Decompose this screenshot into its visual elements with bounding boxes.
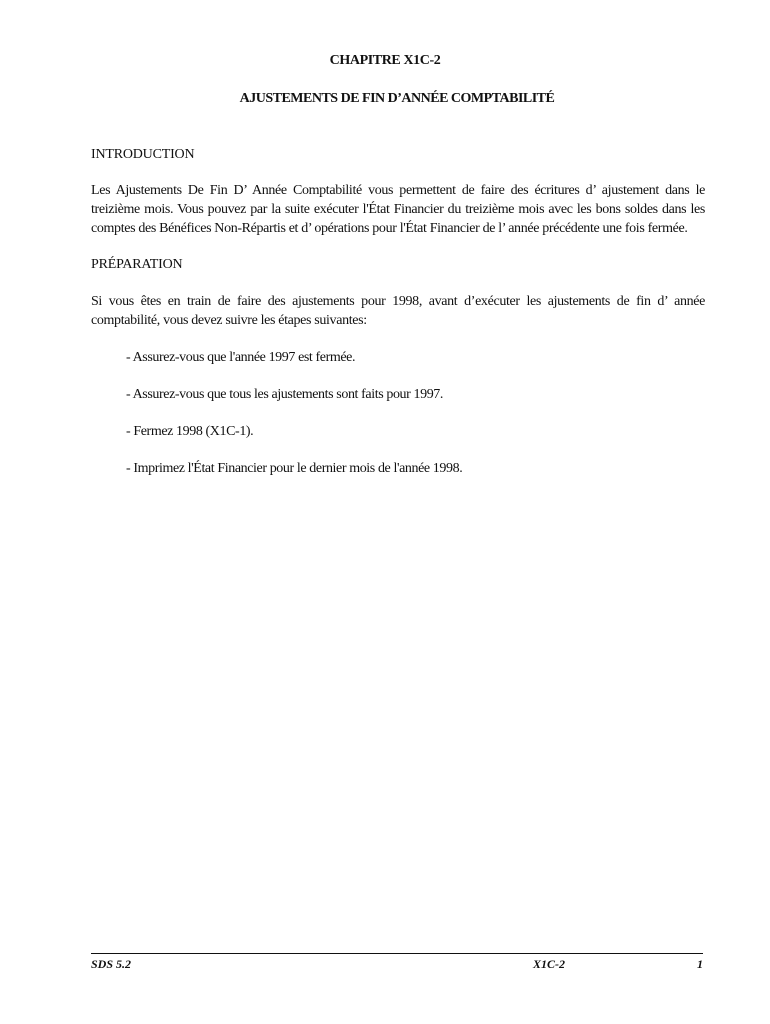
preparation-paragraph: Si vous êtes en train de faire des ajustements pour 1998, avant d’exécuter les ajustements de fin d’ année comptabilité, vous devez suivre les étapes suivantes: xyxy=(91,294,705,328)
preparation-steps xyxy=(91,348,705,478)
chapter-title: CHAPITRE X1C-2 xyxy=(329,53,441,68)
chapter-subtitle: AJUSTEMENTS DE FIN D’ANNÉE COMPTABILITÉ xyxy=(239,91,555,106)
step-item: - Imprimez l'État Financier pour le dernier mois de l'année 1998. xyxy=(126,461,463,476)
page-footer xyxy=(91,957,705,975)
footer-divider xyxy=(91,953,703,954)
step-item: - Fermez 1998 (X1C-1). xyxy=(126,424,254,439)
step-item: - Assurez-vous que tous les ajustements sont faits pour 1997. xyxy=(126,387,444,402)
introduction-heading: INTRODUCTION xyxy=(91,147,195,162)
step-item: - Assurez-vous que l'année 1997 est fermée. xyxy=(126,350,356,365)
introduction-paragraph: Les Ajustements De Fin D’ Année Comptabilité vous permettent de faire des écritures d’ ajustement dans le treizième mois. Vous pouvez par la suite exécuter l'État Financier du treizième mois avec les bons soldes dans les comptes des Bénéfices Non-Répartis et d’ opérations pour l'État Financier de l’ année précédente une fois fermée. xyxy=(91,183,705,236)
footer-section: X1C-2 xyxy=(533,957,566,971)
preparation-heading: PRÉPARATION xyxy=(91,257,183,272)
footer-product: SDS 5.2 xyxy=(91,957,132,971)
footer-page-number: 1 xyxy=(697,957,703,971)
document-body xyxy=(91,145,705,496)
